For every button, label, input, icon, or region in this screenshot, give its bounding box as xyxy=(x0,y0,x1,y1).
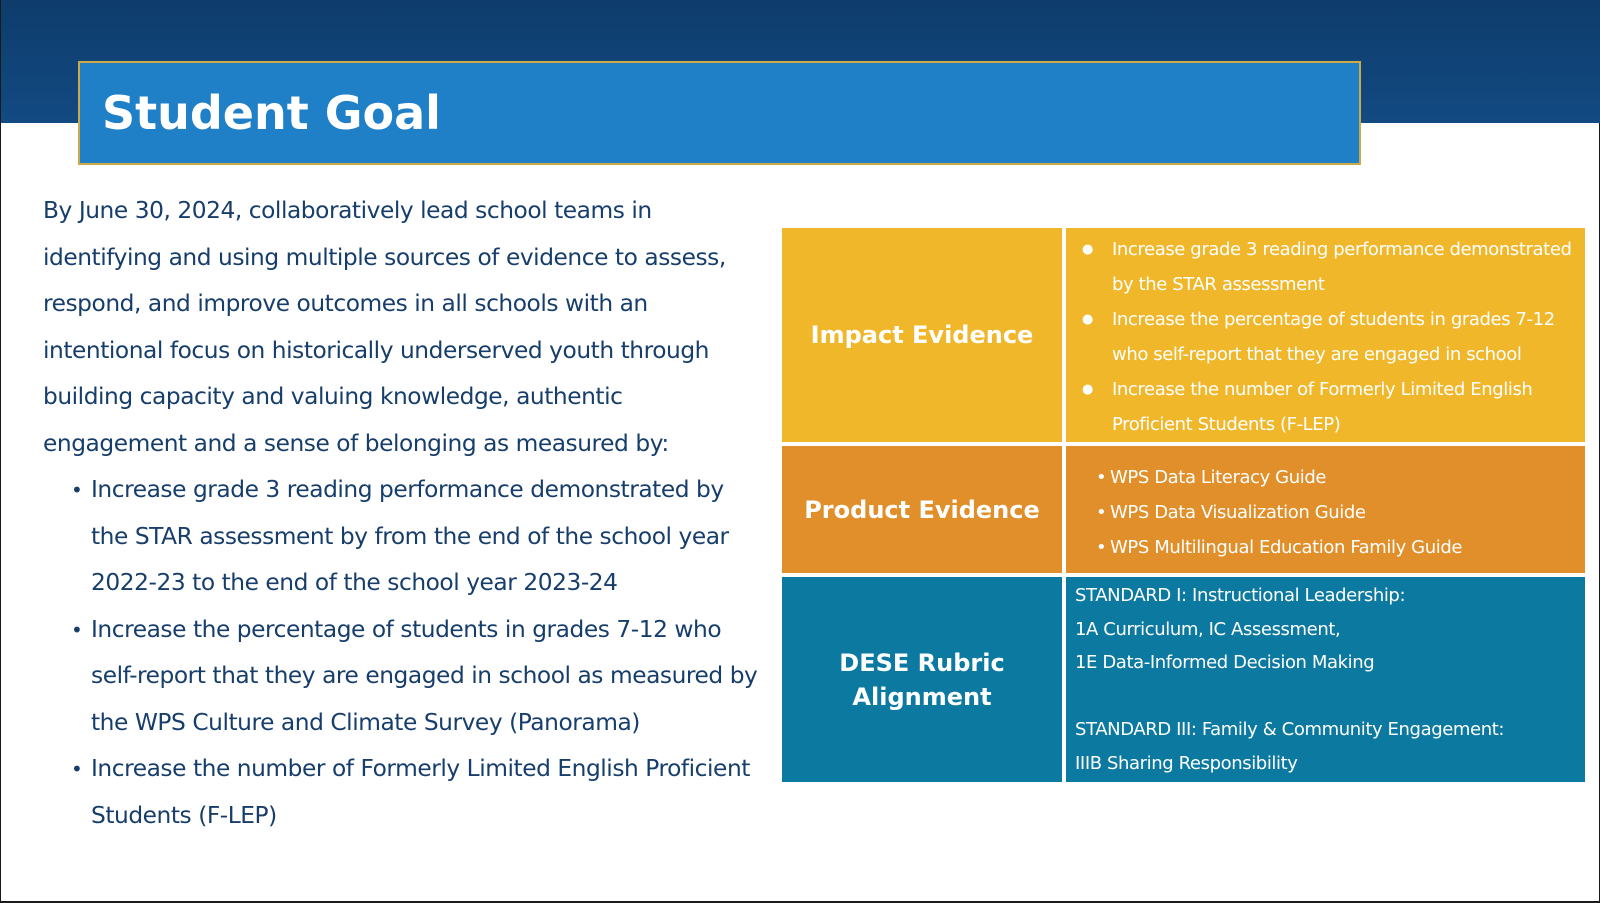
goal-bullet: • Increase the percentage of students in grades 7-12 who self-report that they are engaged in school as measured by the WPS Culture and Climate Survey (Panorama) xyxy=(43,607,763,747)
goal-bullet: • Increase the number of Formerly Limited English Proficient Students (F-LEP) xyxy=(43,746,763,839)
dese-rubric-label xyxy=(782,577,1062,782)
product-evidence-item: • WPS Data Literacy Guide xyxy=(1096,460,1579,495)
dese-standard-line: 1A Curriculum, IC Assessment, xyxy=(1075,618,1341,640)
impact-evidence-row xyxy=(782,228,1585,442)
product-evidence-label: Product Evidence xyxy=(782,446,1062,573)
dese-standard-line: STANDARD I: Instructional Leadership: xyxy=(1075,585,1406,606)
dese-standard-line: STANDARD III: Family & Community Engagement: xyxy=(1075,719,1505,740)
dese-rubric-label-text xyxy=(839,646,1004,714)
impact-evidence-list xyxy=(1078,232,1579,442)
product-evidence-list xyxy=(1096,460,1579,565)
impact-evidence-content xyxy=(1066,228,1585,442)
dese-standard-line: 1E Data-Informed Decision Making xyxy=(1075,652,1375,673)
impact-evidence-item: ● Increase grade 3 reading performance demonstrated by the STAR assessment xyxy=(1078,232,1579,302)
product-evidence-content xyxy=(1066,446,1585,573)
goal-text xyxy=(43,188,763,839)
impact-evidence-label: Impact Evidence xyxy=(782,228,1062,442)
product-evidence-row xyxy=(782,446,1585,573)
dese-rubric-label-line: DESE Rubric xyxy=(839,648,1005,677)
dese-rubric-label-line: Alignment xyxy=(852,682,992,711)
product-evidence-item: • WPS Multilingual Education Family Guide xyxy=(1096,530,1579,565)
evidence-table xyxy=(782,228,1585,786)
goal-statement: By June 30, 2024, collaboratively lead school teams in identifying and using multiple sources of evidence to assess, respond, and improve outcomes in all schools with an intentional focus on historically underserved youth through building capacity and valuing knowledge, authentic engagement and a sense of belonging as measured by: xyxy=(43,197,726,457)
dese-spacer xyxy=(1075,680,1579,714)
dese-standard-line: IIIB Sharing Responsibility xyxy=(1075,752,1298,774)
goal-bullet-list xyxy=(43,467,763,839)
goal-bullet: • Increase grade 3 reading performance demonstrated by the STAR assessment by from the end of the school year 2022-23 to the end of the school year 2023-24 xyxy=(43,467,763,607)
title-bar xyxy=(78,61,1361,165)
product-evidence-item: • WPS Data Visualization Guide xyxy=(1096,495,1579,530)
slide-title: Student Goal xyxy=(102,86,441,140)
dese-rubric-row xyxy=(782,577,1585,782)
impact-evidence-item: ● Increase the percentage of students in grades 7-12 who self-report that they are engaged in school xyxy=(1078,302,1579,372)
impact-evidence-item: ● Increase the number of Formerly Limited English Proficient Students (F-LEP) xyxy=(1078,372,1579,442)
dese-rubric-content xyxy=(1066,577,1585,782)
